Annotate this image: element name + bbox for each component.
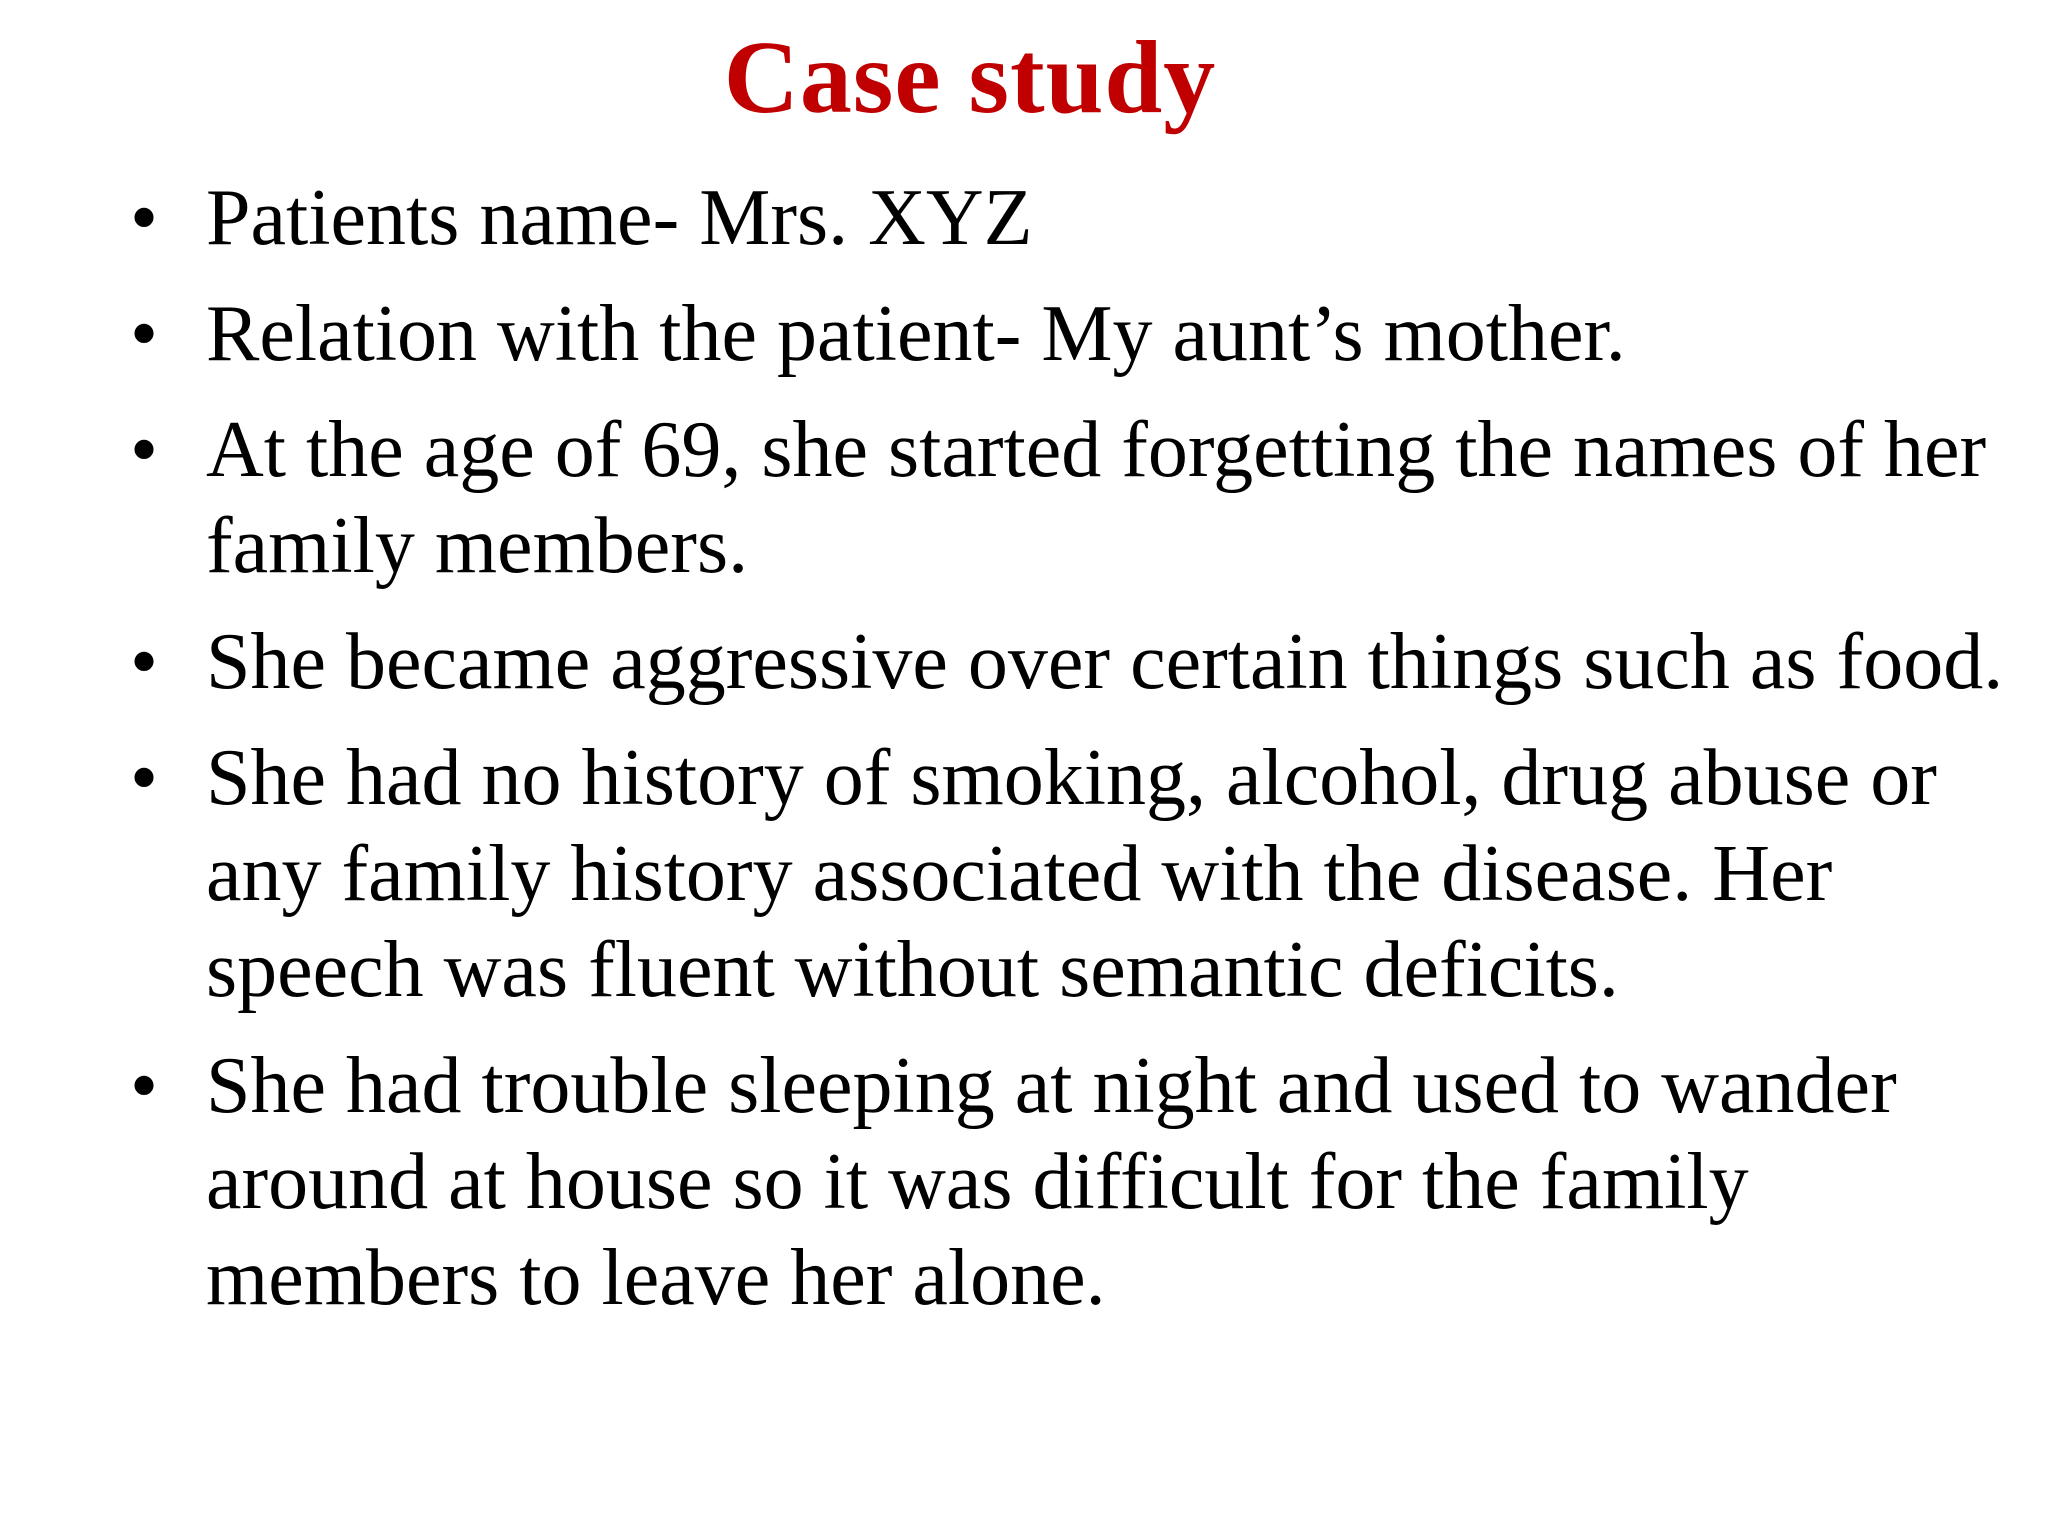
bullet-item [0, 1038, 2048, 1326]
bullet-list [0, 170, 2048, 1346]
bullet-item [0, 402, 2048, 594]
bullet-icon: • [129, 406, 158, 494]
bullet-item [0, 730, 2048, 1018]
bullet-item [0, 286, 2048, 382]
bullet-item [0, 170, 2048, 266]
bullet-icon: • [129, 1042, 158, 1130]
bullet-text: Patients name- Mrs. XYZ [206, 174, 1033, 262]
bullet-text: She had trouble sleeping at night and used to wander around at house so it was difficult for the family members to leave her alone. [206, 1042, 1897, 1322]
bullet-icon: • [129, 734, 158, 822]
bullet-text: She had no history of smoking, alcohol, drug abuse or any family history associated with the disease. Her speech was fluent without semantic deficits. [206, 734, 1937, 1014]
bullet-text: Relation with the patient- My aunt’s mother. [206, 290, 1626, 378]
bullet-icon: • [129, 618, 158, 706]
slide-title: Case study [723, 20, 1217, 135]
bullet-icon: • [129, 174, 158, 262]
bullet-text: At the age of 69, she started forgetting the names of her family members. [206, 406, 1987, 590]
bullet-item [0, 614, 2048, 710]
bullet-icon: • [129, 290, 158, 378]
bullet-text: She became aggressive over certain things such as food. [206, 618, 2004, 706]
